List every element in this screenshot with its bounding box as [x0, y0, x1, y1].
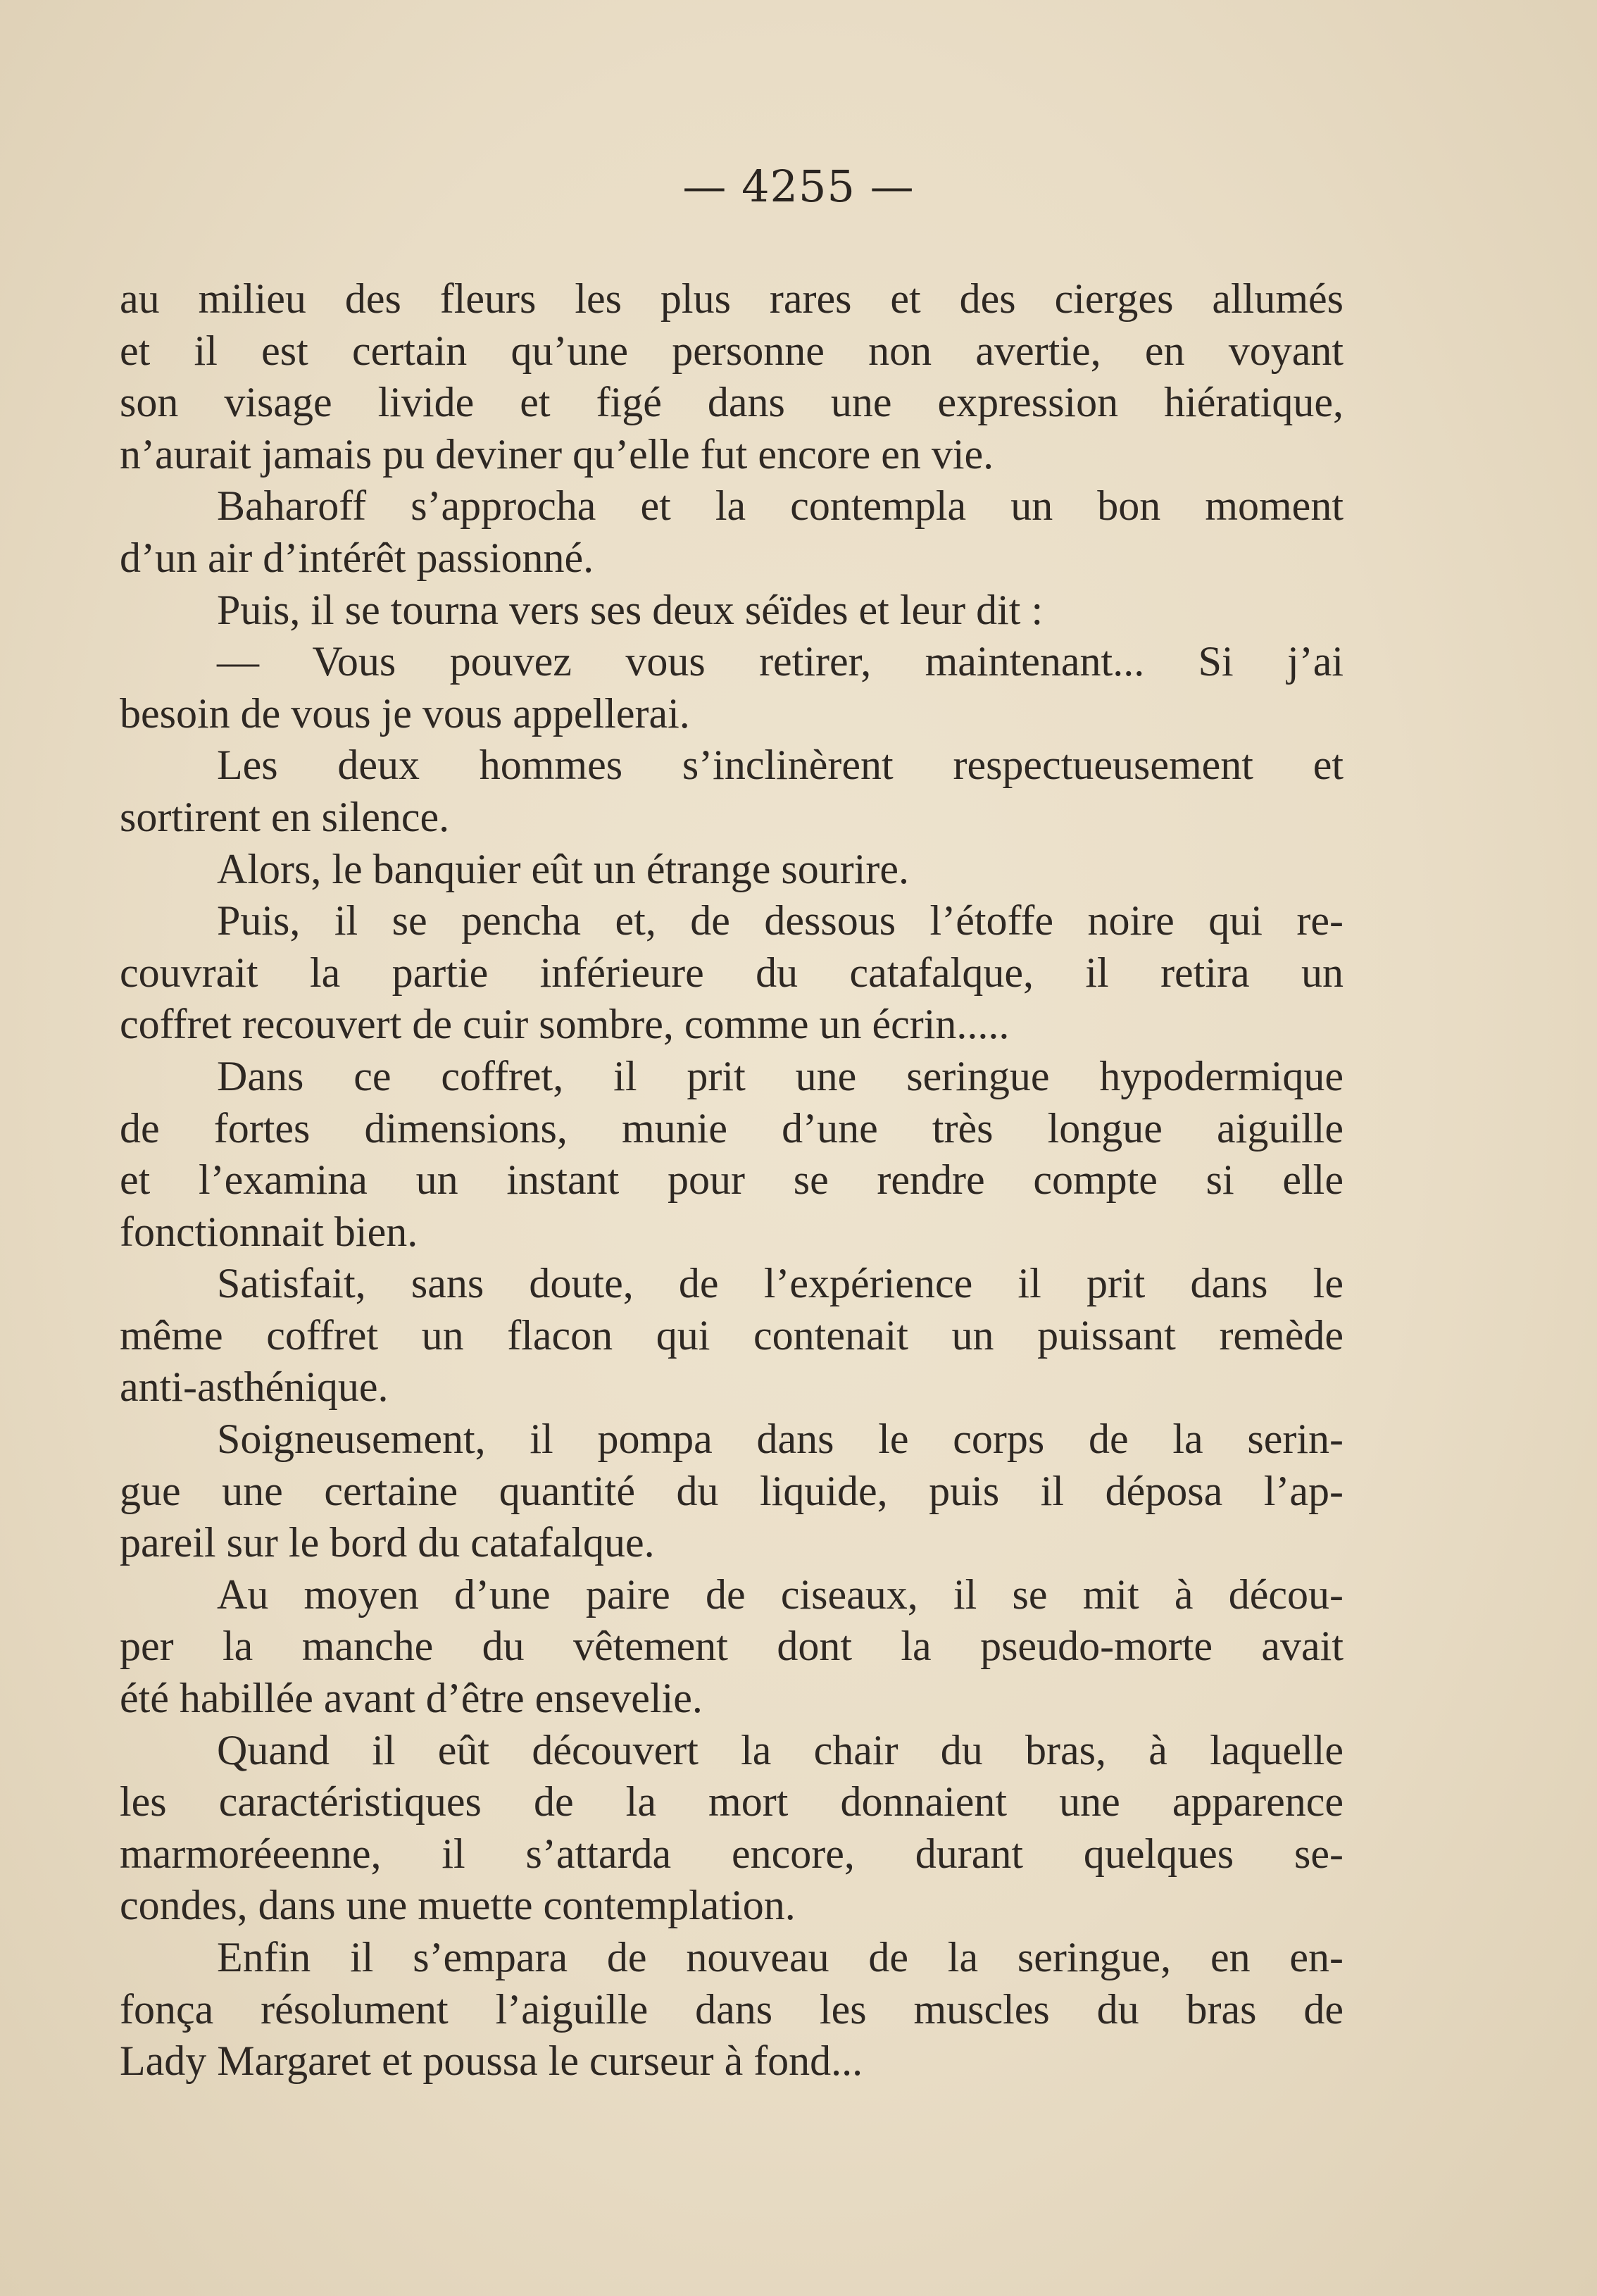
text-line: et l’examina un instant pour se rendre compte si elle	[120, 1156, 1344, 1204]
text-line: coffret recouvert de cuir sombre, comme un écrin.....	[120, 1001, 1010, 1048]
text-line: Enfin il s’empara de nouveau de la seringue, en en-	[217, 1934, 1344, 1980]
text-line: les caractéristiques de la mort donnaient une apparence	[120, 1778, 1344, 1826]
text-line: Baharoff s’approcha et la contempla un bon moment	[217, 482, 1344, 530]
text-line: n’aurait jamais pu deviner qu’elle fut encore en vie.	[120, 430, 994, 478]
text-line: Quand il eût découvert la chair du bras, à laquelle	[217, 1726, 1344, 1773]
text-line: fonça résolument l’aiguille dans les muscles du bras de	[120, 1985, 1344, 2033]
text-line: anti-asthénique.	[120, 1364, 389, 1411]
text-line: Alors, le banquier eût un étrange sourire.	[217, 845, 909, 892]
text-line: au milieu des fleurs les plus rares et des cierges allumés	[120, 275, 1344, 322]
text-line: Soigneusement, il pompa dans le corps de la serin-	[217, 1416, 1344, 1463]
text-line: — Vous pouvez vous retirer, maintenant... Si j’ai	[217, 638, 1344, 685]
text-line: Dans ce coffret, il prit une seringue hypodermique	[217, 1052, 1344, 1099]
page-number: — 4255 —	[682, 161, 915, 212]
body-text	[120, 273, 1344, 2088]
text-line: condes, dans une muette contemplation.	[120, 1882, 796, 1929]
text-line: été habillée avant d’être ensevelie.	[120, 1675, 703, 1722]
text-line: per la manche du vêtement dont la pseudo-morte avait	[120, 1623, 1344, 1670]
text-line: Puis, il se tourna vers ses deux séïdes et leur dit :	[217, 586, 1044, 633]
text-line: Les deux hommes s’inclinèrent respectueusement et	[217, 742, 1344, 789]
text-line: d’un air d’intérêt passionné.	[120, 534, 594, 581]
text-line: Puis, il se pencha et, de dessous l’étoffe noire qui re-	[217, 897, 1344, 944]
text-line: sortirent en silence.	[120, 793, 450, 840]
text-line: même coffret un flacon qui contenait un puissant remède	[120, 1311, 1344, 1359]
text-line: Satisfait, sans doute, de l’expérience il prit dans le	[217, 1260, 1344, 1307]
text-line: son visage livide et figé dans une expression hiératique,	[120, 379, 1344, 426]
text-line: gue une certaine quantité du liquide, puis il déposa l’ap-	[120, 1467, 1344, 1514]
text-line: Au moyen d’une paire de ciseaux, il se mit à décou-	[217, 1571, 1344, 1618]
text-line: marmoréeenne, il s’attarda encore, durant quelques se-	[120, 1830, 1344, 1877]
text-line: besoin de vous je vous appellerai.	[120, 690, 690, 737]
text-line: couvrait la partie inférieure du catafalque, il retira un	[120, 949, 1344, 996]
text-line: pareil sur le bord du catafalque.	[120, 1519, 655, 1566]
text-line: de fortes dimensions, munie d’une très longue aiguille	[120, 1104, 1344, 1152]
text-line: Lady Margaret et poussa le curseur à fond...	[120, 2038, 863, 2085]
text-line: fonctionnait bien.	[120, 1208, 418, 1255]
text-line: et il est certain qu’une personne non avertie, en voyant	[120, 327, 1344, 374]
